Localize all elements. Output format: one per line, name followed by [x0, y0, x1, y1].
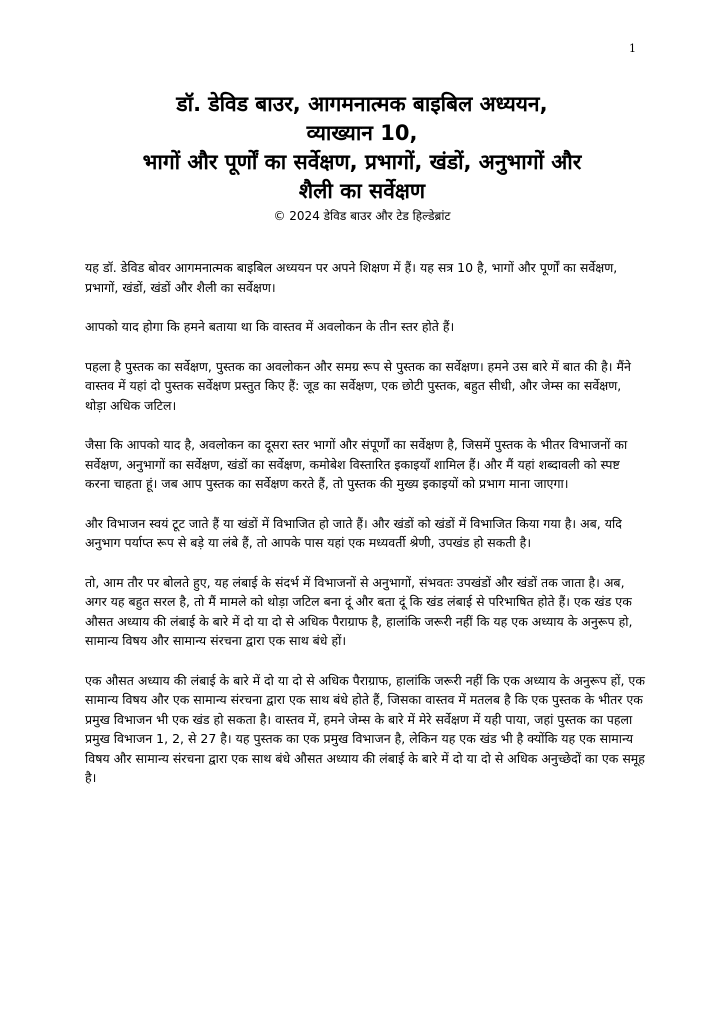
paragraph: एक औसत अध्याय की लंबाई के बारे में दो या दो से अधिक पैराग्राफ, हालांकि जरूरी नहीं कि एक अध्याय के अनुरूप हों, एक सामान्य विषय और एक सामान्य संरचना द्वारा एक साथ बंधे होते हैं, जिसका वास्तव में मतलब है कि एक पुस्तक के भीतर एक प्रमुख विभाजन भी एक खंड हो सकता है। वास्तव में, हमने जेम्स के बारे में मेरे सर्वेक्षण में यही पाया, जहां पुस्तक का पहला प्रमुख विभाजन 1, 2, से 27 है। यह पुस्तक का एक प्रमुख विभाजन है, लेकिन यह एक खंड भी है क्योंकि यह एक सामान्य विषय और सामान्य संरचना द्वारा एक साथ बंधे औसत अध्याय की लंबाई के बारे में दो या दो से अधिक अनुच्छेदों का एक समूह है। — [85, 672, 645, 785]
title-block — [60, 90, 664, 225]
paragraph: जैसा कि आपको याद है, अवलोकन का दूसरा स्तर भागों और संपूर्णों का सर्वेक्षण है, जिसमें पुस्तक के भीतर विभाजनों का सर्वेक्षण, अनुभागों का सर्वेक्षण, खंडों का सर्वेक्षण, कमोबेश विस्तारित इकाइयाँ शामिल हैं। और मैं यहां शब्दावली को स्पष्ट करना चाहता हूं। जब आप पुस्तक का सर्वेक्षण करते हैं, तो पुस्तक की मुख्य इकाइयों को प्रभाग माना जाएगा। — [85, 437, 628, 491]
title-line-3: भागों और पूर्णों का सर्वेक्षण, प्रभागों, खंडों, अनुभागों और — [142, 150, 582, 174]
paragraph: आपको याद होगा कि हमने बताया था कि वास्तव में अवलोकन के तीन स्तर होते हैं। — [85, 319, 455, 334]
paragraph: और विभाजन स्वयं टूट जाते हैं या खंडों में विभाजित हो जाते हैं। और खंडों को खंडों में विभाजित किया गया है। अब, यदि अनुभाग पर्याप्त रूप से बड़े या लंबे हैं, तो आपके पास यहां एक मध्यवर्ती श्रेणी, उपखंड हो सकती है। — [85, 515, 622, 550]
title-line-4: शैली का सर्वेक्षण — [298, 179, 426, 203]
title-line-2: व्याख्यान 10, — [306, 121, 418, 145]
paragraph: यह डॉ. डेविड बोवर आगमनात्मक बाइबिल अध्ययन पर अपने शिक्षण में हैं। यह सत्र 10 है, भागों और पूर्णों का सर्वेक्षण, प्रभागों, खंडों, खंडों और शैली का सर्वेक्षण। — [85, 260, 618, 295]
paragraph: तो, आम तौर पर बोलते हुए, यह लंबाई के संदर्भ में विभाजनों से अनुभागों, संभवतः उपखंडों और खंडों तक जाता है। अब, अगर यह बहुत सरल है, तो मैं मामले को थोड़ा जटिल बना दूं और बता दूं कि खंड लंबाई से परिभाषित होते हैं। एक खंड एक औसत अध्याय की लंबाई के बारे में दो या दो से अधिक पैराग्राफ है, हालांकि जरूरी नहीं कि यह एक अध्याय के अनुरूप हो, सामान्य विषय और सामान्य संरचना द्वारा एक साथ बंधे हों। — [85, 574, 633, 648]
body-text — [85, 258, 645, 808]
copyright-line: © 2024 डेविड बाउर और टेड हिल्डेब्रांट — [273, 209, 451, 223]
paragraph: पहला है पुस्तक का सर्वेक्षण, पुस्तक का अवलोकन और समग्र रूप से पुस्तक का सर्वेक्षण। हमने उस बारे में बात की है। मैंने वास्तव में यहां दो पुस्तक सर्वेक्षण प्रस्तुत किए हैं: जूड का सर्वेक्षण, एक छोटी पुस्तक, बहुत सीधी, और जेम्स का सर्वेक्षण, थोड़ा अधिक जटिल। — [85, 358, 631, 413]
title-line-1: डॉ. डेविड बाउर, आगमनात्मक बाइबिल अध्ययन, — [176, 92, 548, 116]
page-number: 1 — [629, 42, 636, 55]
